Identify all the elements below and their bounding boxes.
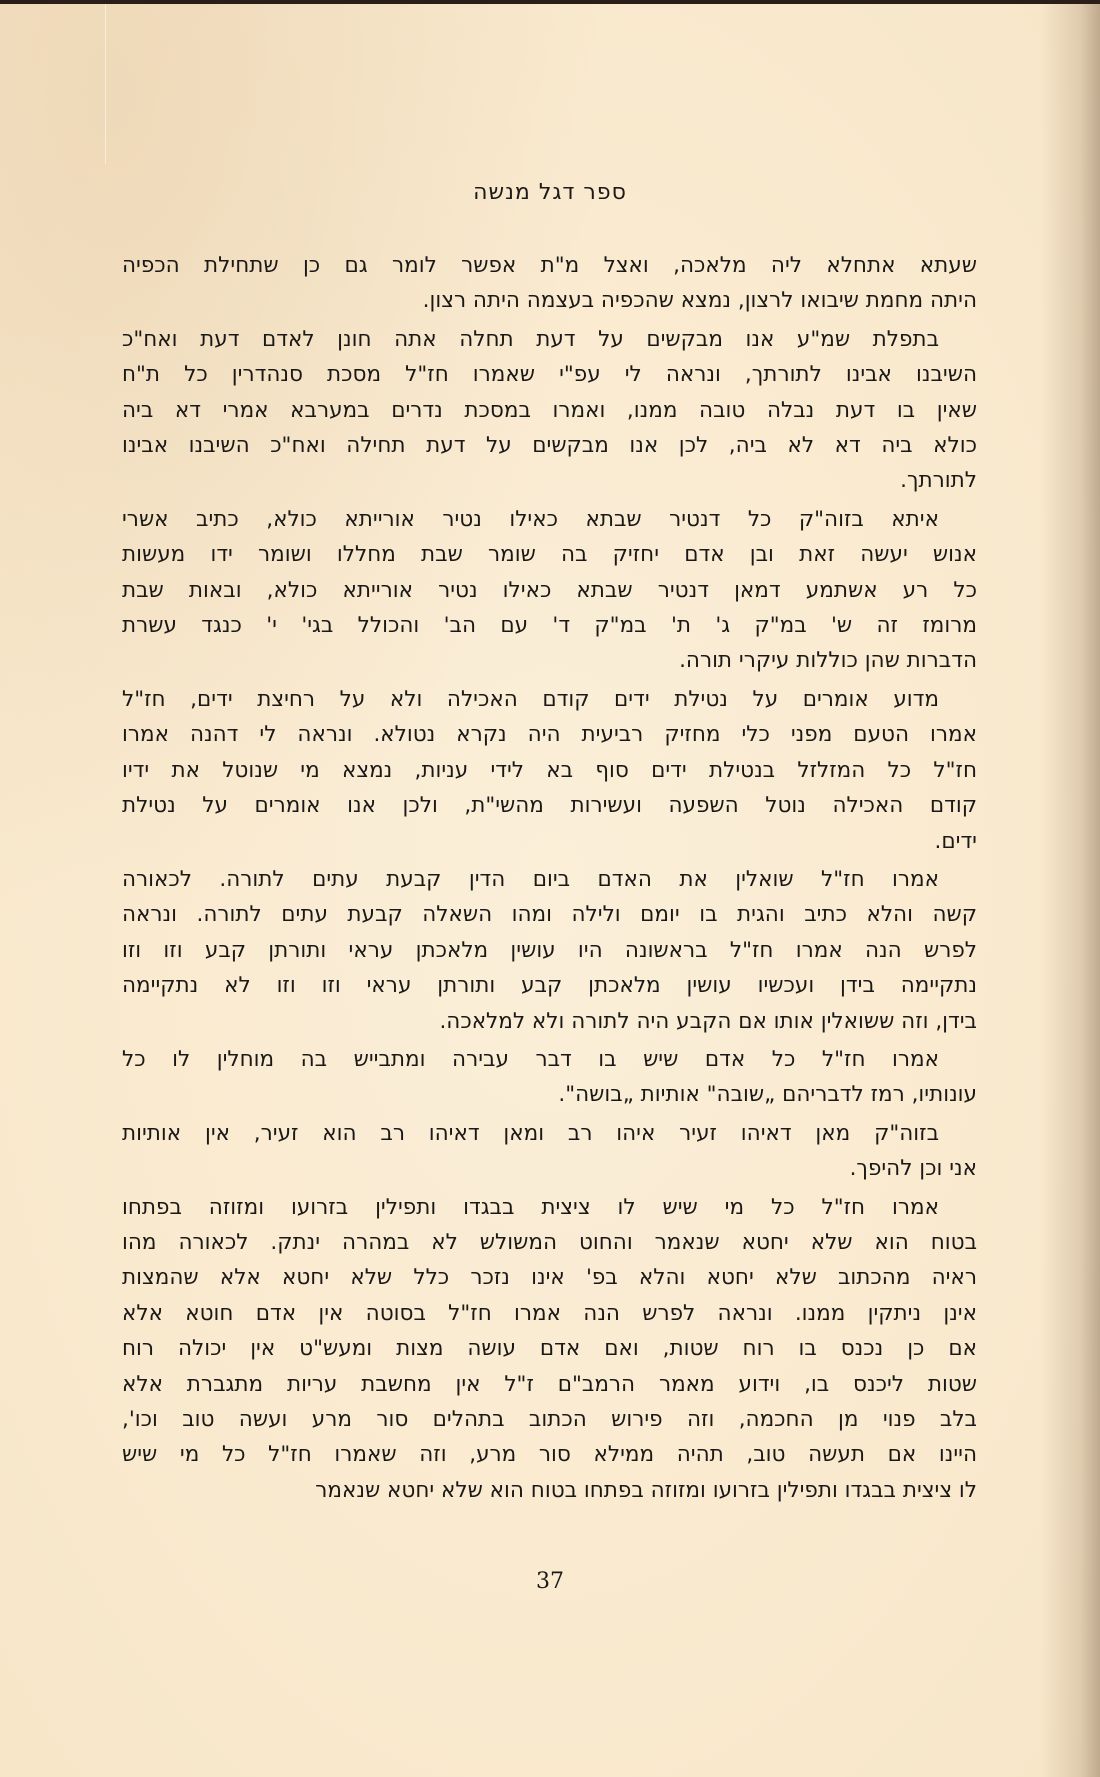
text-line: כולא ביה דא לא ביה, לכן אנו מבקשים על דעת תחילה ואח"כ השיבנו אבינו [122,433,977,459]
running-header: ספר דגל מנשה [473,180,627,205]
text-line: השיבנו אבינו לתורתך, ונראה לי עפ"י שאמרו חז"ל מסכת סנהדרין כל ת"ח [122,362,977,388]
text-line: אמרו הטעם מפני כלי מחזיק רביעית היה נקרא נטולא. ונראה לי דהנה אמרו [122,722,977,748]
text-line: עונותיו, רמז לדבריהם „שובה" אותיות „בושה". [558,1082,977,1108]
paragraph [122,1042,977,1113]
body-text [122,248,977,1511]
text-line: אני וכן להיפך. [849,1156,977,1182]
text-line: לפרש הנה אמרו חז"ל בראשונה היו עושין מלאכתן עראי ותורתן קבע וזו וזו [122,937,977,963]
text-line: מרומז זה ש' במ"ק ג' ת' במ"ק ד' עם הב' והכולל בגי' י' כנגד עשרת [122,613,977,639]
text-line: בלב פנוי מן החכמה, וזה פירוש הכתוב בתהלים סור מרע ועשה טוב וכו', [122,1407,977,1432]
paragraph [122,322,977,499]
text-line: שטות ליכנס בו, וידוע מאמר הרמב"ם ז"ל אין מחשבת עריות מתגברת אלא [122,1371,977,1397]
paragraph [122,862,977,1039]
text-line: כל רע אשתמע דמאן דנטיר שבתא כאילו נטיר אורייתא כולא, ובאות שבת [122,577,977,603]
paragraph [122,1190,977,1509]
text-line: ידים. [934,828,977,854]
paragraph [122,1116,977,1187]
text-line: היתה מחמת שיבואו לרצון, נמצא שהכפיה בעצמה היתה רצון. [422,288,977,314]
text-line: קשה והלא כתיב והגית בו יומם ולילה ומהו השאלה קבעת עתים לתורה. ונראה [122,902,977,928]
text-line: מדוע אומרים על נטילת ידים קודם האכילה ולא על רחיצת ידים, חז"ל [122,686,939,712]
text-line: בידן, וזה ששואלין אותו אם הקבע היה לתורה ולא למלאכה. [439,1008,977,1034]
text-line: לו ציצית בבגדו ותפילין בזרועו ומזוזה בפתחו בטוח הוא שלא יחטא שנאמר [315,1477,977,1503]
page-number: 37 [536,1569,564,1594]
paragraph [122,682,977,859]
text-line: חז"ל כל המזלזל בנטילת ידים סוף בא לידי עניות, נמצא מי שנוטל את ידיו [122,757,977,783]
paper-crease [105,4,106,164]
text-line: איתא בזוה"ק כל דנטיר שבתא כאילו נטיר אורייתא כולא, כתיב אשרי [122,506,939,532]
text-line: בתפלת שמ"ע אנו מבקשים על דעת תחלה אתה חונן לאדם דעת ואח"כ [122,326,939,352]
text-line: שאין בו דעת נבלה טובה ממנו, ואמרו במסכת נדרים במערבא אמרי דא ביה [122,397,977,423]
text-line: אם כן נכנס בו רוח שטות, ואם אדם עושה מצות ומעש"ט אין יכולה רוח [122,1336,977,1362]
text-line: קודם האכילה נוטל השפעה ועשירות מהשי"ת, ולכן אנו אומרים על נטילת [122,793,977,819]
text-line: ראיה מהכתוב שלא יחטא והלא בפ' אינו נזכר כלל שלא יחטא אלא שהמצות [122,1265,977,1291]
text-line: היינו אם תעשה טוב, תהיה ממילא סור מרע, וזה שאמרו חז"ל כל מי שיש [122,1442,977,1468]
text-line: הדברות שהן כוללות עיקרי תורה. [679,648,977,674]
text-line: בזוה"ק מאן דאיהו זעיר איהו רב ומאן דאיהו רב הוא זעיר, אין אותיות [122,1120,939,1146]
text-line: אמרו חז"ל כל אדם שיש בו דבר עבירה ומתבייש בה מוחלין לו כל [122,1046,939,1072]
paragraph [122,248,977,319]
paragraph [122,502,977,679]
text-line: שעתא אתחלא ליה מלאכה, ואצל מ"ת אפשר לומר גם כן שתחילת הכפיה [122,253,977,278]
text-line: אינן ניתקין ממנו. ונראה לפרש הנה אמרו חז"ל בסוטה אין אדם חוטא אלא [122,1300,977,1326]
text-line: נתקיימה בידן ועכשיו עושין מלאכתן קבע ותורתן עראי וזו וזו לא נתקיימה [122,973,977,999]
text-line: אנוש יעשה זאת ובן אדם יחזיק בה שומר שבת מחללו ושומר ידו מעשות [122,542,977,568]
text-line: לתורתך. [900,468,977,494]
text-line: אמרו חז"ל שואלין את האדם ביום הדין קבעת עתים לתורה. לכאורה [122,866,939,892]
book-page [0,4,1100,1777]
text-line: אמרו חז"ל כל מי שיש לו ציצית בבגדו ותפילין בזרועו ומזוזה בפתחו [122,1194,939,1220]
text-line: בטוח הוא שלא יחטא שנאמר והחוט המשולש לא במהרה ינתק. לכאורה מהו [122,1229,977,1255]
